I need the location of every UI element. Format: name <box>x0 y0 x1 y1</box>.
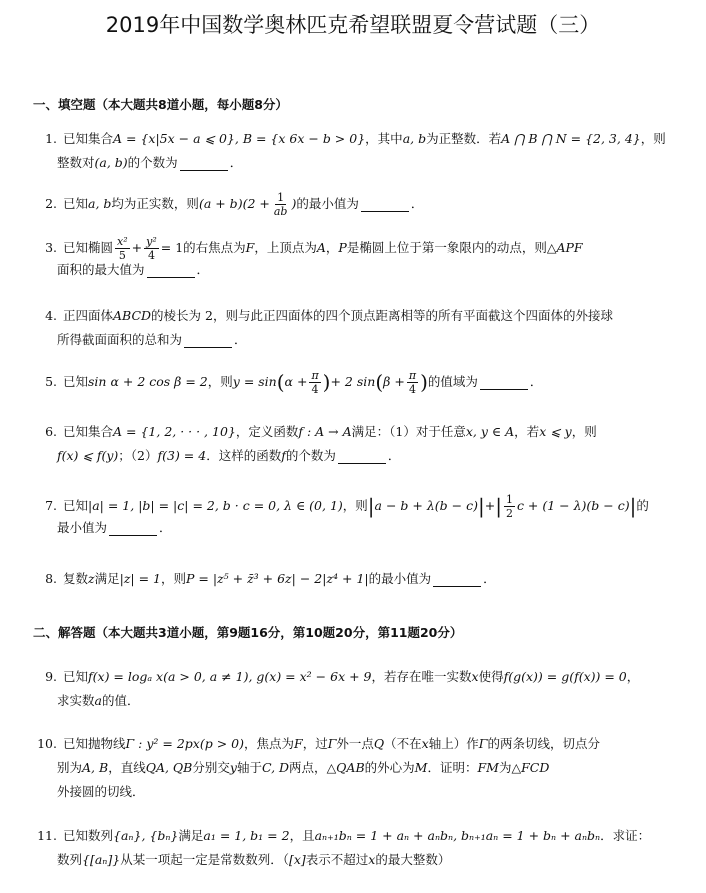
question-8 <box>37 567 669 591</box>
text: 复数 <box>63 571 89 586</box>
text: ，则 <box>571 424 597 439</box>
text: ．求证： <box>600 828 651 843</box>
text: 已知数列 <box>63 828 114 843</box>
denominator: 4 <box>408 382 416 396</box>
math: Q <box>373 736 385 751</box>
text: 的最小值为 <box>368 571 432 586</box>
answer-blank <box>480 375 528 390</box>
math: |a| = 1, |b| = |c| = 2, b · c = 0, λ ∈ (0, 1) <box>88 498 343 513</box>
text: 为正整数．若 <box>426 131 502 146</box>
math: α + <box>284 374 308 389</box>
text: ，定义函数 <box>235 424 299 439</box>
paren: ( <box>276 370 285 394</box>
text: （不在 <box>384 736 422 751</box>
text: ，焦点为 <box>243 736 294 751</box>
question-7 <box>37 488 669 540</box>
math: ) <box>291 196 297 211</box>
text: 的个数为 <box>285 448 336 463</box>
question-3 <box>37 230 669 282</box>
numerator: π <box>408 368 417 382</box>
text: 的两条切线，切点分 <box>487 736 600 751</box>
math: a − b + λ(b − c) <box>374 498 478 513</box>
math: A = {1, 2, · · · , 10} <box>113 424 236 439</box>
fraction <box>144 235 159 262</box>
math: β + <box>383 374 405 389</box>
fraction <box>504 493 515 520</box>
question-9 <box>37 665 669 713</box>
text: ． <box>229 155 243 170</box>
question-number: 3. <box>45 240 57 255</box>
text: 是椭圆上位于第一象限内的动点，则 <box>346 240 547 255</box>
math: f <box>281 448 286 463</box>
math: {aₙ}, {bₙ} <box>113 828 179 843</box>
text: 从某一项起一定是常数数列．（ <box>120 852 289 867</box>
question-5 <box>37 364 669 400</box>
text: 数列 <box>57 852 83 867</box>
answer-blank <box>184 333 232 348</box>
text: ． <box>234 332 247 347</box>
text: ． <box>529 374 543 389</box>
numerator: y² <box>146 234 157 248</box>
answer-blank <box>180 156 228 171</box>
numerator: x² <box>117 234 128 248</box>
numerator: 1 <box>505 492 513 506</box>
math: f(3) = 4 <box>157 448 207 463</box>
math: y <box>229 760 237 775</box>
text: ，则 <box>207 374 233 389</box>
text: 表示不超过 <box>305 852 369 867</box>
math: |z| = 1 <box>119 571 162 586</box>
denominator: ab <box>273 204 288 218</box>
math: x <box>368 852 376 867</box>
question-number: 8. <box>45 571 57 586</box>
text: ． <box>410 196 424 211</box>
fraction <box>272 191 290 218</box>
section-heading-fill-in: 一、填空题（本大题共8道小题，每小题8分） <box>33 97 288 112</box>
answer-blank <box>147 263 195 278</box>
text: 外接圆的切线． <box>57 784 145 799</box>
math: a, b <box>402 131 427 146</box>
text: ． <box>159 520 172 535</box>
text: 两点， <box>289 760 327 775</box>
text: 的值． <box>101 693 140 708</box>
text: ，则 <box>342 498 368 513</box>
text: 满足：（1）对于任意 <box>351 424 466 439</box>
text: 外一点 <box>336 736 374 751</box>
numerator: π <box>311 368 319 382</box>
question-2 <box>37 186 669 222</box>
denominator: 4 <box>311 382 319 396</box>
math: x ⩽ y <box>539 424 572 439</box>
text: ，若 <box>514 424 540 439</box>
fraction <box>309 369 320 396</box>
text: 已知 <box>63 498 89 513</box>
math: + 2 sin <box>330 374 376 389</box>
text: 的右焦点为 <box>183 240 246 255</box>
text: 轴于 <box>236 760 262 775</box>
text: 整数对 <box>57 155 95 170</box>
math: {[aₙ]} <box>82 852 121 867</box>
answer-blank <box>433 572 481 587</box>
text: ， <box>626 669 640 684</box>
text: 满足 <box>178 828 204 843</box>
text: ，且 <box>289 828 315 843</box>
math: + <box>131 240 143 255</box>
math: A <box>316 240 326 255</box>
text: 已知集合 <box>63 424 114 439</box>
text: 求实数 <box>57 693 95 708</box>
text: ． <box>483 571 496 586</box>
question-number: 4. <box>45 308 57 323</box>
text: ，则 <box>640 131 666 146</box>
math: QA, QB <box>145 760 193 775</box>
math: a₁ = 1, b₁ = 2 <box>203 828 290 843</box>
math: Γ : y² = 2px(p > 0) <box>125 736 244 751</box>
question-4 <box>37 304 669 352</box>
math: x <box>471 669 479 684</box>
text: 的个数为 <box>127 155 178 170</box>
text: 使得 <box>478 669 504 684</box>
text: 所得截面面积的总和为 <box>57 332 183 347</box>
text: ，过 <box>302 736 328 751</box>
math: z <box>88 571 95 586</box>
question-10 <box>37 732 669 804</box>
math: aₙ₊₁bₙ = 1 + aₙ + aₙbₙ, bₙ₊₁aₙ = 1 + bₙ + aₙbₙ <box>314 828 601 843</box>
text: 正四面体 <box>63 308 114 323</box>
text: 的最小值为 <box>296 196 359 211</box>
math: F <box>245 240 255 255</box>
question-11 <box>37 824 669 872</box>
answer-blank <box>338 449 386 464</box>
math: Γ <box>478 736 488 751</box>
math: f(x) = logₐ x(a > 0, a ≠ 1), g(x) = x² − 6x + 9 <box>88 669 372 684</box>
abs-bar: | <box>629 494 637 518</box>
question-number: 9. <box>45 669 57 684</box>
text: ，则 <box>161 571 187 586</box>
math: (a, b) <box>94 155 128 170</box>
math: a <box>94 693 102 708</box>
text: 的值域为 <box>427 374 478 389</box>
math: A, B <box>82 760 109 775</box>
text: 面积的最大值为 <box>57 262 145 277</box>
math: ABCD <box>113 308 152 323</box>
question-number: 1. <box>45 131 57 146</box>
question-6 <box>37 420 669 468</box>
text: 已知 <box>63 669 89 684</box>
math: x, y ∈ A <box>465 424 515 439</box>
denominator: 4 <box>147 248 155 262</box>
math: M <box>414 760 428 775</box>
text: 轴上）作 <box>428 736 479 751</box>
math: C, D <box>261 760 290 775</box>
denominator: 2 <box>505 506 513 520</box>
math: A = {x|5x − a ⩽ 0}, B = {x 6x − b > 0} <box>113 131 366 146</box>
question-number: 11. <box>37 828 57 843</box>
math: Γ <box>327 736 337 751</box>
abs-bar: | <box>367 494 375 518</box>
text: 的最大整数） <box>375 852 451 867</box>
math: (a + b)(2 + <box>198 196 270 211</box>
denominator: 5 <box>118 248 126 262</box>
text: ，上顶点为 <box>254 240 317 255</box>
paren: ( <box>375 370 384 394</box>
text: 已知椭圆 <box>63 240 114 255</box>
math: △APF <box>546 240 583 255</box>
math: [x] <box>288 852 306 867</box>
paren: ) <box>420 370 428 394</box>
math: F <box>294 736 303 751</box>
text: 别为 <box>57 760 83 775</box>
math: A ⋂ B ⋂ N = {2, 3, 4} <box>501 131 641 146</box>
math: y = sin <box>232 374 277 389</box>
text: ，若存在唯一实数 <box>371 669 472 684</box>
math: f : A → A <box>298 424 352 439</box>
text: 已知 <box>63 196 89 211</box>
text: 已知 <box>63 374 89 389</box>
text: ，直线 <box>108 760 146 775</box>
math: FM <box>477 760 499 775</box>
question-number: 7. <box>45 498 57 513</box>
text: 均为正实数，则 <box>111 196 199 211</box>
text: 已知集合 <box>63 131 114 146</box>
text: 已知抛物线 <box>63 736 126 751</box>
math: P = |z⁵ + z̄³ + 6z| − 2|z⁴ + 1| <box>186 571 369 586</box>
math: = 1 <box>160 240 184 255</box>
fraction <box>407 369 418 396</box>
abs-bar: | <box>495 494 502 518</box>
numerator: 1 <box>277 190 285 204</box>
text: 的 <box>636 498 649 513</box>
text: 的棱长为 2，则与此正四面体的四个顶点距离相等的所有平面截这个四面体的外接球 <box>151 308 613 323</box>
math: sin α + 2 cos β = 2 <box>88 374 208 389</box>
math: △FCD <box>511 760 550 775</box>
text: ．这样的函数 <box>206 448 282 463</box>
math: + <box>484 498 496 513</box>
text: 满足 <box>94 571 120 586</box>
section-heading-answers: 二、解答题（本大题共3道小题，第9题16分，第10题20分，第11题20分） <box>33 625 463 640</box>
math: a, b <box>88 196 112 211</box>
question-number: 6. <box>45 424 57 439</box>
answer-blank <box>109 521 157 536</box>
question-1 <box>37 127 669 175</box>
math: P <box>338 240 347 255</box>
text: ． <box>196 262 210 277</box>
answer-blank <box>361 197 409 212</box>
question-number: 2. <box>45 196 57 211</box>
question-number: 5. <box>45 374 57 389</box>
math: f(g(x)) = g(f(x)) = 0 <box>503 669 627 684</box>
text: ． <box>387 448 401 463</box>
text: 的外心为 <box>364 760 415 775</box>
text: 最小值为 <box>57 520 108 535</box>
math: △QAB <box>326 760 365 775</box>
question-number: 10. <box>37 736 57 751</box>
text: ， <box>325 240 339 255</box>
math: f(x) ⩽ f(y) <box>57 448 119 463</box>
text: ．证明： <box>427 760 478 775</box>
math: c + (1 − λ)(b − c) <box>516 498 630 513</box>
text: ，其中 <box>365 131 403 146</box>
paren: ) <box>322 370 331 394</box>
abs-bar: | <box>477 494 485 518</box>
math: x <box>421 736 429 751</box>
text: 分别交 <box>192 760 230 775</box>
page-title: 2019年中国数学奥林匹克希望联盟夏令营试题（三） <box>105 13 601 37</box>
text: ；（2） <box>118 448 158 463</box>
text: 为 <box>498 760 512 775</box>
